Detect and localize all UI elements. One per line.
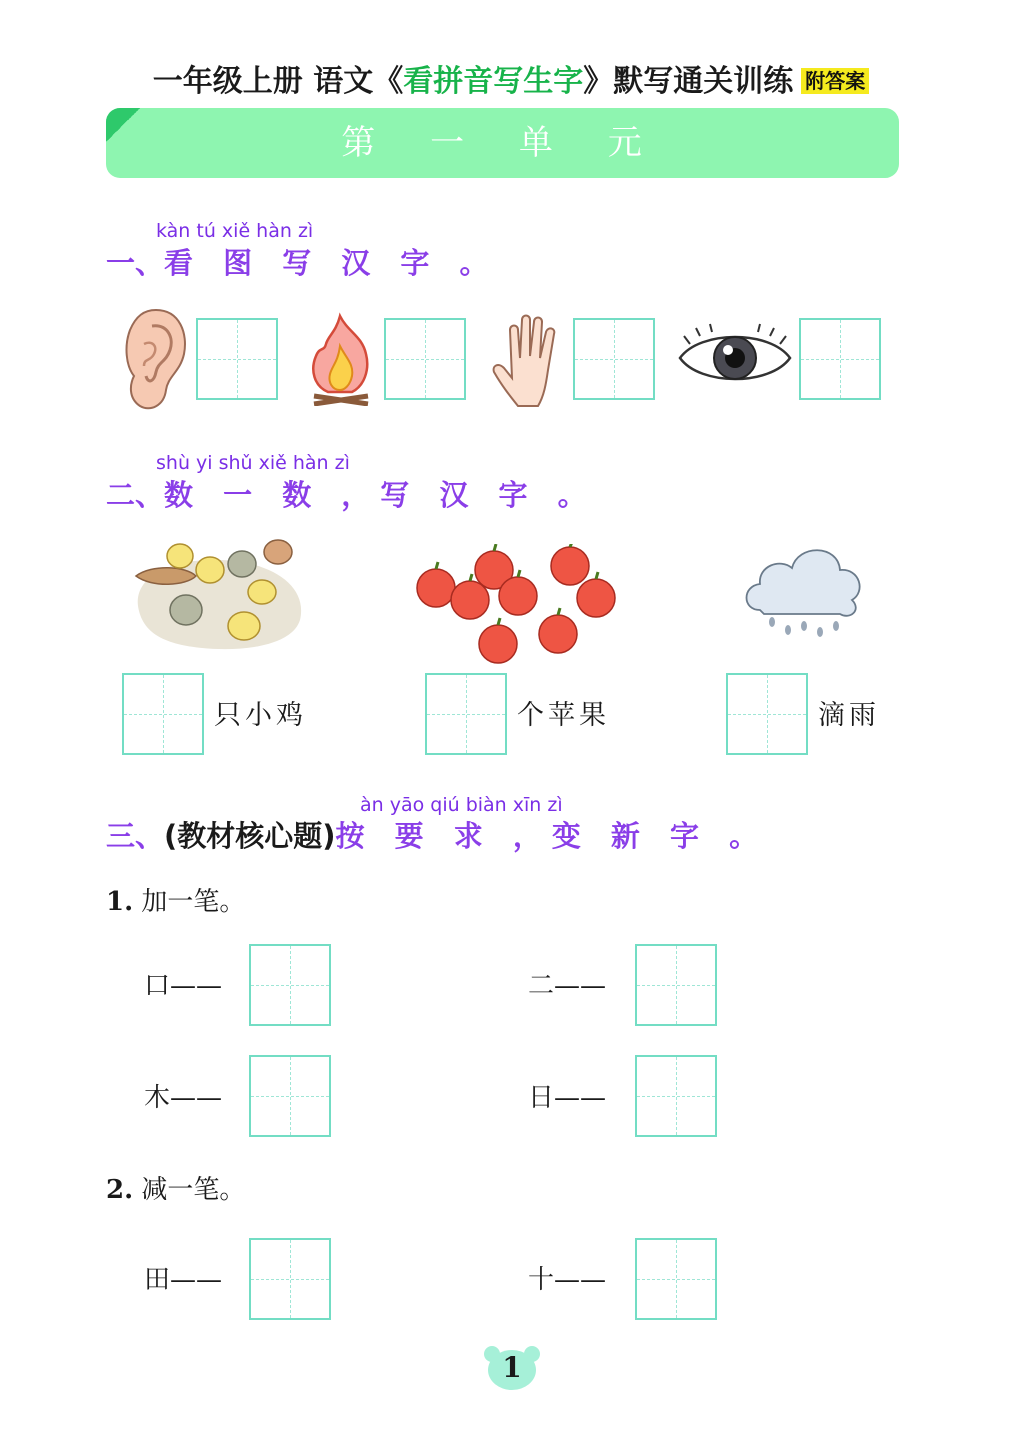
section3-text: 按 要 求 ，变 新 字 。 (335, 819, 769, 853)
section2-text: 数 一 数 ，写 汉 字 。 (164, 478, 597, 512)
chicks-label: 只小鸡 (214, 700, 307, 731)
answer-box-q1-3[interactable] (249, 1055, 331, 1137)
page-number-badge (482, 1342, 542, 1392)
unit-title: 第 一 单 元 (341, 123, 664, 163)
answer-box-q1-2[interactable] (635, 944, 717, 1026)
answer-box-hand[interactable] (573, 318, 655, 400)
title-highlight: 看拼音写生字 (403, 64, 584, 99)
q2-text: 减一笔。 (141, 1175, 246, 1205)
q1-item-2: 二—— (528, 971, 607, 1001)
section1-pinyin: kàn tú xiě hàn zì (156, 220, 314, 242)
answer-box-q1-1[interactable] (249, 944, 331, 1026)
section3-title (106, 818, 768, 854)
answer-box-chicks[interactable] (122, 673, 204, 755)
apples-label: 个苹果 (517, 700, 610, 731)
chicks-image (132, 536, 306, 654)
apples-image (414, 544, 620, 668)
section3-prefix: (教材核心题) (164, 819, 336, 853)
q1-number: 1. (106, 887, 134, 917)
answer-badge: 附答案 (801, 68, 869, 94)
q1-item-1: 口—— (144, 971, 223, 1001)
fire-image (304, 312, 378, 406)
section2-title (106, 477, 597, 513)
section1-text: 看 图 写 汉 字 。 (164, 246, 499, 280)
title-suffix: 》默写通关训练 (583, 64, 794, 99)
section2-pinyin: shù yi shǔ xiě hàn zì (156, 452, 350, 474)
document-title (0, 62, 1022, 102)
hand-image (488, 310, 568, 408)
section1-title (106, 245, 499, 281)
q1-item-4: 日—— (528, 1083, 607, 1113)
answer-box-fire[interactable] (384, 318, 466, 400)
answer-box-q1-4[interactable] (635, 1055, 717, 1137)
q1-text: 加一笔。 (141, 887, 246, 917)
section3-pinyin: àn yāo qiú biàn xīn zì (360, 794, 563, 816)
unit-banner (106, 108, 899, 178)
q1-item-3: 木—— (144, 1083, 223, 1113)
answer-box-rain[interactable] (726, 673, 808, 755)
answer-box-apples[interactable] (425, 673, 507, 755)
answer-box-q2-2[interactable] (635, 1238, 717, 1320)
answer-box-eye[interactable] (799, 318, 881, 400)
ear-image (122, 306, 190, 414)
q2-heading (106, 1174, 245, 1206)
rain-label: 滴雨 (818, 700, 880, 731)
page-number: 1 (502, 1351, 522, 1384)
section2-number: 二、 (106, 478, 165, 512)
section1-number: 一、 (106, 246, 165, 280)
section3-number: 三、 (106, 819, 165, 853)
q2-number: 2. (106, 1175, 134, 1205)
q2-item-2: 十—— (528, 1265, 607, 1295)
q1-heading (106, 886, 245, 918)
rain-cloud-image (740, 536, 866, 646)
answer-box-q2-1[interactable] (249, 1238, 331, 1320)
answer-box-ear[interactable] (196, 318, 278, 400)
q2-item-1: 田—— (144, 1265, 223, 1295)
eye-image (676, 322, 794, 394)
title-prefix: 一年级上册 语文《 (152, 64, 404, 99)
